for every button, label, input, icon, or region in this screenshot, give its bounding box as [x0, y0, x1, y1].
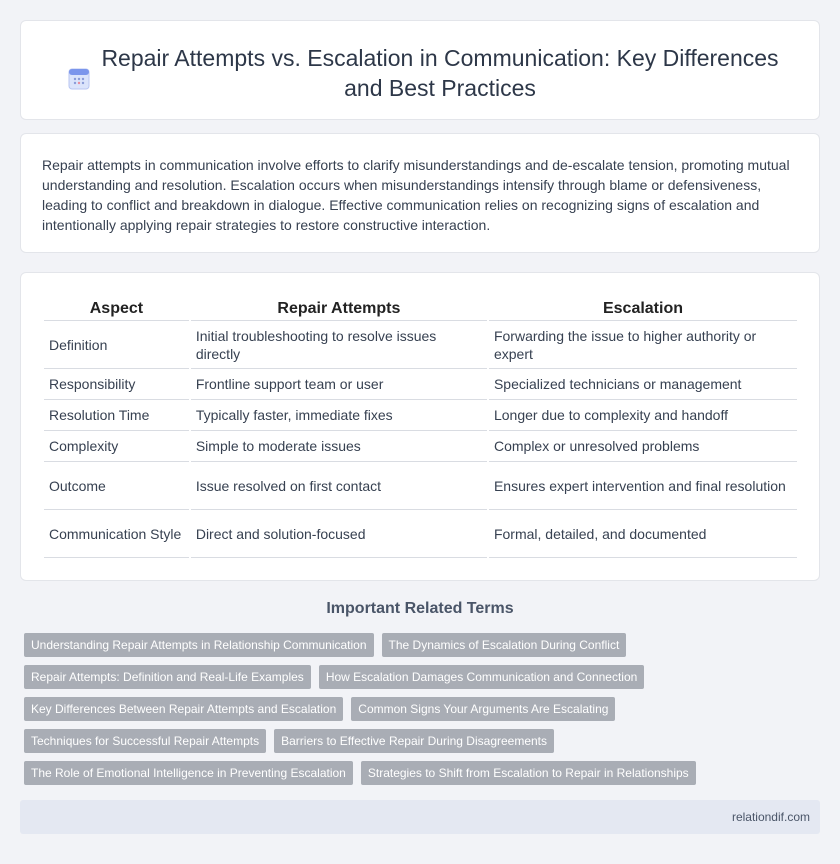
- related-term-tag[interactable]: Barriers to Effective Repair During Disagreements: [274, 729, 554, 753]
- related-term-tag[interactable]: Repair Attempts: Definition and Real-Life Examples: [24, 665, 311, 689]
- related-term-tag[interactable]: The Role of Emotional Intelligence in Preventing Escalation: [24, 761, 353, 785]
- intro-paragraph: Repair attempts in communication involve efforts to clarify misunderstandings and de-escalate tension, promoting mutual understanding and resolution. Escalation occurs when misunderstandings intensify through blame or defensiveness, leading to conflict and breakdown in dialogue. Effective communication relies on recognizing signs of escalation and intentionally applying repair strategies to restore constructive interaction.: [42, 157, 790, 233]
- comparison-table-card: [20, 272, 820, 581]
- row-escalation-cell: Specialized technicians or management: [489, 369, 797, 400]
- column-header-aspect: Aspect: [44, 297, 189, 321]
- related-term-tag[interactable]: Key Differences Between Repair Attempts and Escalation: [24, 697, 343, 721]
- comparison-table: [42, 297, 799, 558]
- related-terms-title: Important Related Terms: [326, 600, 514, 617]
- row-aspect-cell: Definition: [44, 321, 189, 369]
- row-repair-cell: Initial troubleshooting to resolve issues directly: [191, 321, 487, 369]
- footer-bar: [20, 800, 820, 834]
- related-term-tag[interactable]: Common Signs Your Arguments Are Escalating: [351, 697, 615, 721]
- table-row: [44, 321, 797, 369]
- row-repair-cell: Frontline support team or user: [191, 369, 487, 400]
- row-escalation-cell: Forwarding the issue to higher authority or expert: [489, 321, 797, 369]
- row-repair-cell: Direct and solution-focused: [191, 510, 487, 558]
- page-title: Repair Attempts vs. Escalation in Communication: Key Differences and Best Practices: [101, 45, 779, 101]
- row-aspect-cell: Complexity: [44, 431, 189, 462]
- related-term-tag[interactable]: Understanding Repair Attempts in Relationship Communication: [24, 633, 374, 657]
- row-repair-cell: Issue resolved on first contact: [191, 462, 487, 510]
- related-term-tag[interactable]: The Dynamics of Escalation During Conflict: [382, 633, 627, 657]
- table-row: [44, 510, 797, 558]
- row-repair-cell: Typically faster, immediate fixes: [191, 400, 487, 431]
- row-aspect-cell: Outcome: [44, 462, 189, 510]
- row-escalation-cell: Formal, detailed, and documented: [489, 510, 797, 558]
- row-repair-cell: Simple to moderate issues: [191, 431, 487, 462]
- footer-domain-link[interactable]: relationdif.com: [731, 810, 810, 824]
- intro-card: [20, 133, 820, 253]
- row-aspect-cell: Responsibility: [44, 369, 189, 400]
- table-row: [44, 431, 797, 462]
- row-aspect-cell: Resolution Time: [44, 400, 189, 431]
- row-escalation-cell: Longer due to complexity and handoff: [489, 400, 797, 431]
- row-aspect-cell: Communication Style: [44, 510, 189, 558]
- related-term-tag[interactable]: How Escalation Damages Communication and Connection: [319, 665, 645, 689]
- related-term-tag[interactable]: Strategies to Shift from Escalation to Repair in Relationships: [361, 761, 696, 785]
- column-header-repair-attempts: Repair Attempts: [191, 297, 487, 321]
- table-row: [44, 369, 797, 400]
- row-escalation-cell: Ensures expert intervention and final resolution: [489, 462, 797, 510]
- column-header-escalation: Escalation: [489, 297, 797, 321]
- row-escalation-cell: Complex or unresolved problems: [489, 431, 797, 462]
- related-term-tag[interactable]: Techniques for Successful Repair Attempts: [24, 729, 266, 753]
- related-terms-list: [24, 633, 804, 793]
- table-row: [44, 400, 797, 431]
- table-row: [44, 462, 797, 510]
- table-header-row: [44, 297, 797, 321]
